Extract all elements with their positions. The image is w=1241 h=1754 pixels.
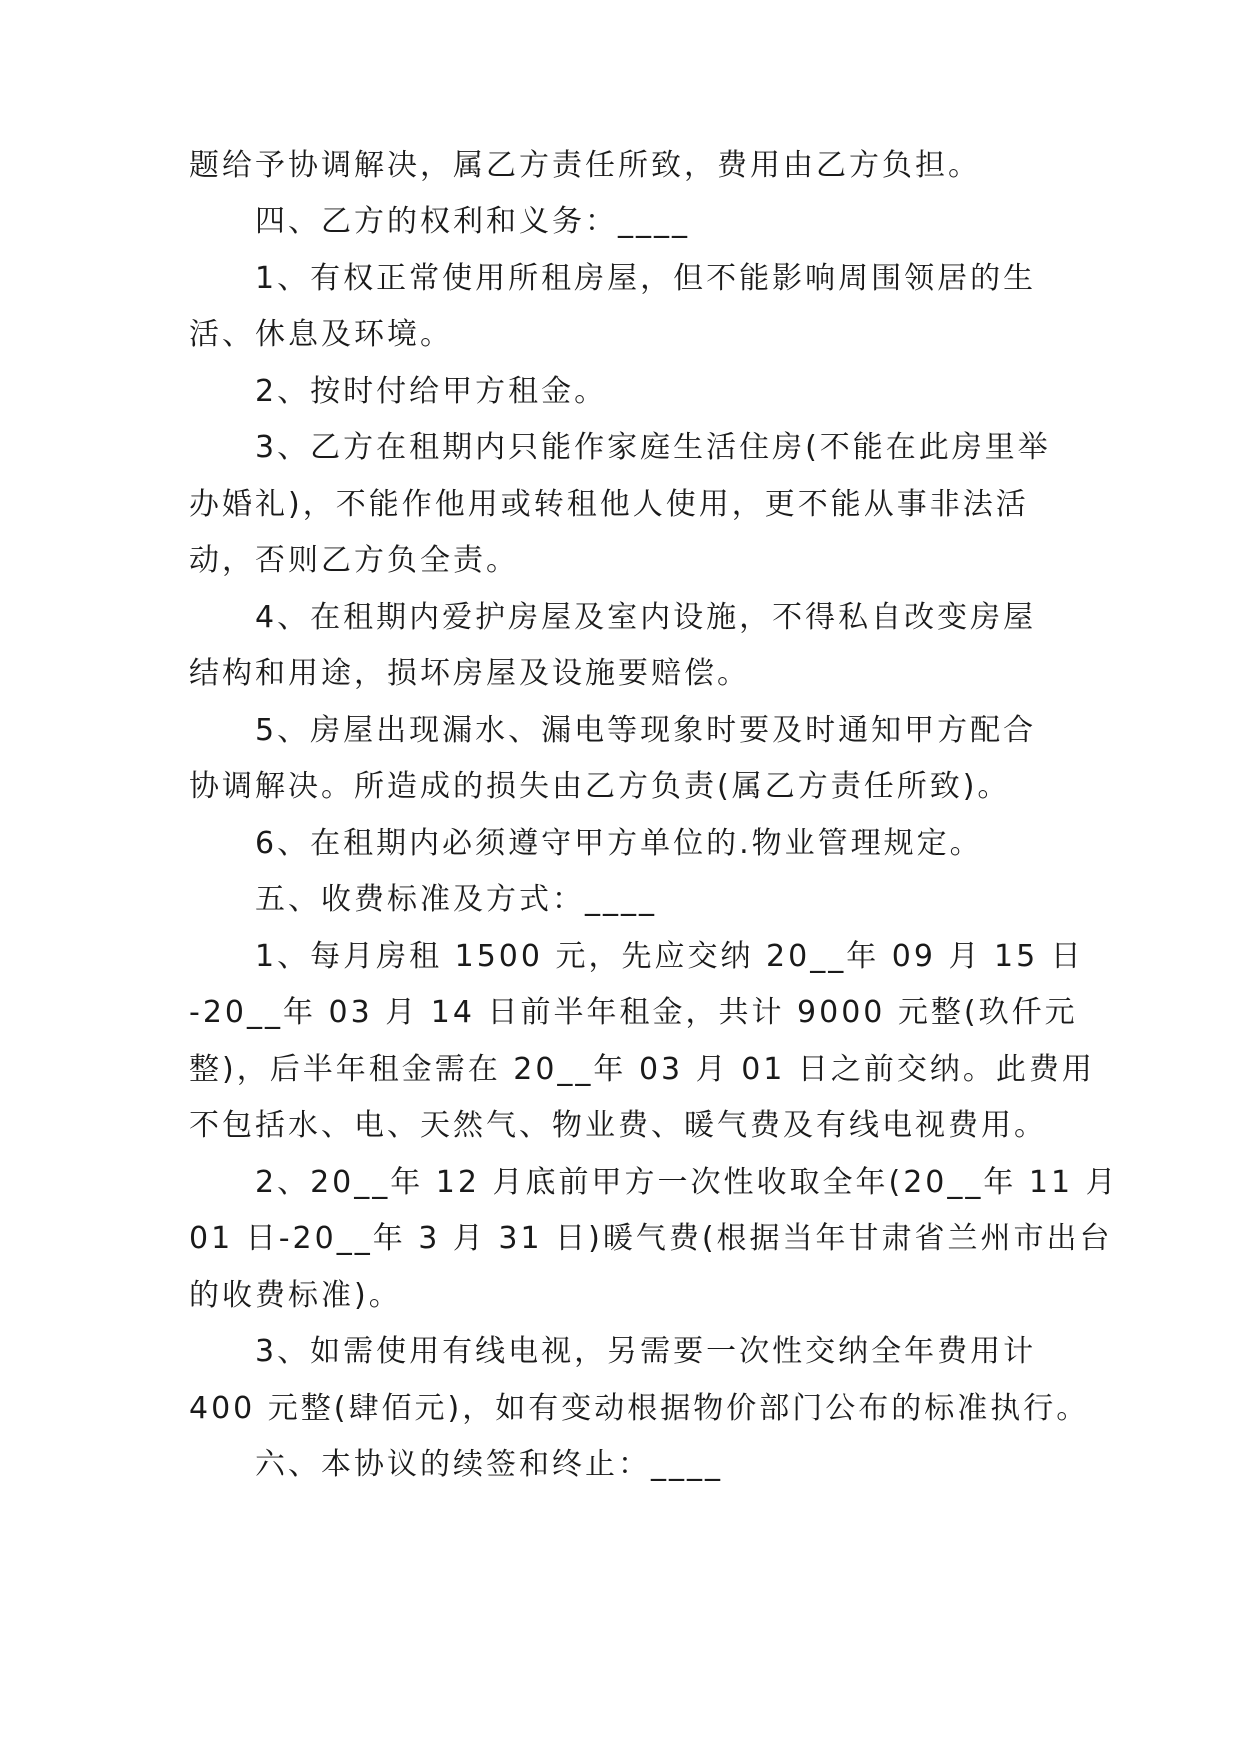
text-line: 2、20__年 12 月底前甲方一次性收取全年(20__年 11 月 xyxy=(255,1165,1119,1200)
text-line: 不包括水、电、天然气、物业费、暖气费及有线电视费用。 xyxy=(189,1108,1047,1143)
text-line: 办婚礼)，不能作他用或转租他人使用，更不能从事非法活 xyxy=(189,487,1029,522)
section-heading: 四、乙方的权利和义务：____ xyxy=(255,204,690,239)
section-heading: 五、收费标准及方式：____ xyxy=(255,882,657,917)
text-line: 1、每月房租 1500 元，先应交纳 20__年 09 月 15 日 xyxy=(255,939,1084,974)
text-line: 结构和用途，损坏房屋及设施要赔偿。 xyxy=(189,656,750,691)
text-line: 2、按时付给甲方租金。 xyxy=(255,374,608,409)
text-line: 400 元整(肆佰元)，如有变动根据物价部门公布的标准执行。 xyxy=(189,1391,1090,1426)
text-line: 5、房屋出现漏水、漏电等现象时要及时通知甲方配合 xyxy=(255,713,1037,748)
text-line: 3、如需使用有线电视，另需要一次性交纳全年费用计 xyxy=(255,1334,1037,1369)
section-heading: 六、本协议的续签和终止：____ xyxy=(255,1447,723,1482)
text-line: 3、乙方在租期内只能作家庭生活住房(不能在此房里举 xyxy=(255,430,1051,465)
text-line: 题给予协调解决，属乙方责任所致，费用由乙方负担。 xyxy=(189,148,981,183)
text-line: 活、休息及环境。 xyxy=(189,317,453,352)
text-line: 4、在租期内爱护房屋及室内设施，不得私自改变房屋 xyxy=(255,600,1037,635)
text-line: 动，否则乙方负全责。 xyxy=(189,543,519,578)
text-line: -20__年 03 月 14 日前半年租金，共计 9000 元整(玖仟元 xyxy=(189,995,1078,1030)
text-line: 6、在租期内必须遵守甲方单位的.物业管理规定。 xyxy=(255,826,983,861)
text-line: 1、有权正常使用所租房屋，但不能影响周围领居的生 xyxy=(255,261,1037,296)
text-line: 01 日-20__年 3 月 31 日)暖气费(根据当年甘肃省兰州市出台 xyxy=(189,1221,1113,1256)
text-line: 整)，后半年租金需在 20__年 03 月 01 日之前交纳。此费用 xyxy=(189,1052,1095,1087)
text-line: 协调解决。所造成的损失由乙方负责(属乙方责任所致)。 xyxy=(189,769,1011,804)
text-line: 的收费标准)。 xyxy=(189,1278,402,1313)
